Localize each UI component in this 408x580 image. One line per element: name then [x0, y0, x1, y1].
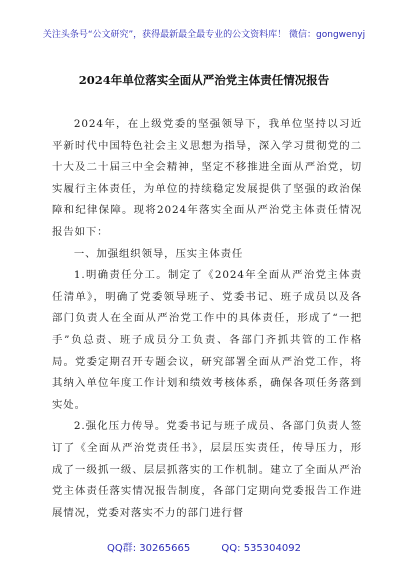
footer-qq: QQ: 535304092 [221, 543, 301, 554]
document-body [52, 114, 362, 524]
intro-paragraph: 2024年，在上级党委的坚强领导下，我单位坚持以习近平新时代中国特色社会主义思想为指导，深入学习贯彻党的二十大及二十届三中全会精神，坚定不移推进全面从严治党，切实履行主体责任，为单位的持续稳定发展提供了坚强的政治保障和纪律保障。现将2024年落实全面从严治党主体责任情况报告如下： [52, 118, 362, 238]
section-heading: 一、加强组织领导，压实主体责任 [73, 247, 244, 260]
footer [0, 539, 408, 554]
body-paragraph: 1.明确责任分工。制定了《2024年全面从严治党主体责任清单》，明确了党委领导班子、党委书记、班子成员以及各部门负责人在全面从严治党工作中的具体责任，形成了“一把手”负总责、班子成员分工负责、各部门齐抓共管的工作格局。党委定期召开专题会议，研究部署全面从严治党工作，将其纳入单位年度工作计划和绩效考核体系，确保各项任务落到实处。 [52, 269, 362, 411]
document-title: 2024年单位落实全面从严治党主体责任情况报告 [78, 73, 330, 87]
body-paragraph: 2.强化压力传导。党委书记与班子成员、各部门负责人签订了《全面从严治党责任书》，层层压实责任，传导压力，形成了一级抓一级、层层抓落实的工作机制。建立了全面从严治党主体责任落实情况报告制度，各部门定期向党委报告工作进展情况，党委对落实不力的部门进行督 [52, 420, 362, 519]
footer-qq-group: QQ群: 30265665 [107, 543, 191, 554]
header-note: 关注头条号“公文研究”，获得最新最全最专业的公文资料库！ 微信：gongwenyj [42, 30, 366, 40]
